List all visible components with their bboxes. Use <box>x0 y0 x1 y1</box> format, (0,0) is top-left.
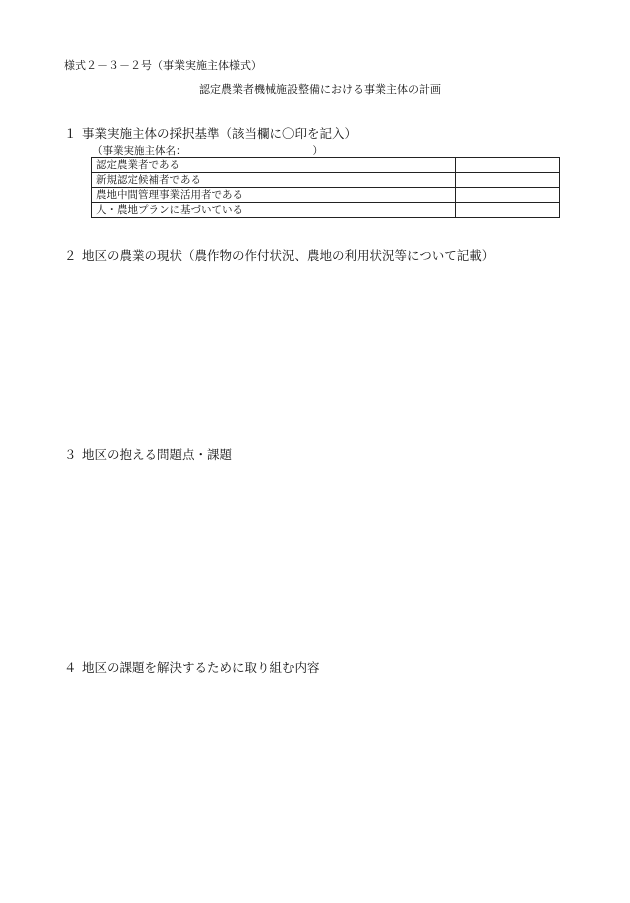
section-4-title: 地区の課題を解決するために取り組む内容 <box>82 660 320 675</box>
section-2-number: ２ <box>64 248 77 263</box>
criteria-label: 農地中間管理事業活用者である <box>92 188 456 203</box>
table-row <box>92 203 560 218</box>
entity-name-label: （事業実施主体名： <box>92 145 187 157</box>
criteria-label: 新規認定候補者である <box>92 173 456 188</box>
table-row <box>92 188 560 203</box>
section-3-body[interactable] <box>64 467 564 652</box>
section-4-number: ４ <box>64 660 77 675</box>
criteria-mark-cell[interactable] <box>456 158 560 173</box>
section-3-number: ３ <box>64 447 77 462</box>
section-2-title: 地区の農業の現状（農作物の作付状況、農地の利用状況等について記載） <box>82 248 495 263</box>
section-1-number: １ <box>64 126 77 141</box>
criteria-mark-cell[interactable] <box>456 173 560 188</box>
form-number: 様式２－３－２号（事業実施主体様式） <box>64 59 262 72</box>
entity-name-line <box>92 143 323 158</box>
table-row <box>92 158 560 173</box>
criteria-mark-cell[interactable] <box>456 203 560 218</box>
section-2-body[interactable] <box>64 268 564 438</box>
criteria-label: 認定農業者である <box>92 158 456 173</box>
section-4-heading <box>64 658 320 676</box>
section-1-heading <box>64 124 357 142</box>
section-1-title: 事業実施主体の採択基準（該当欄に〇印を記入） <box>82 126 358 141</box>
criteria-label: 人・農地プランに基づいている <box>92 203 456 218</box>
section-4-body[interactable] <box>64 680 564 880</box>
section-3-title: 地区の抱える問題点・課題 <box>82 447 233 462</box>
document-title: 認定農業者機械施設整備における事業主体の計画 <box>199 83 441 96</box>
criteria-table <box>91 157 560 218</box>
entity-name-close: ） <box>312 145 323 157</box>
section-3-heading <box>64 445 232 463</box>
table-row <box>92 173 560 188</box>
criteria-mark-cell[interactable] <box>456 188 560 203</box>
section-2-heading <box>64 246 494 264</box>
